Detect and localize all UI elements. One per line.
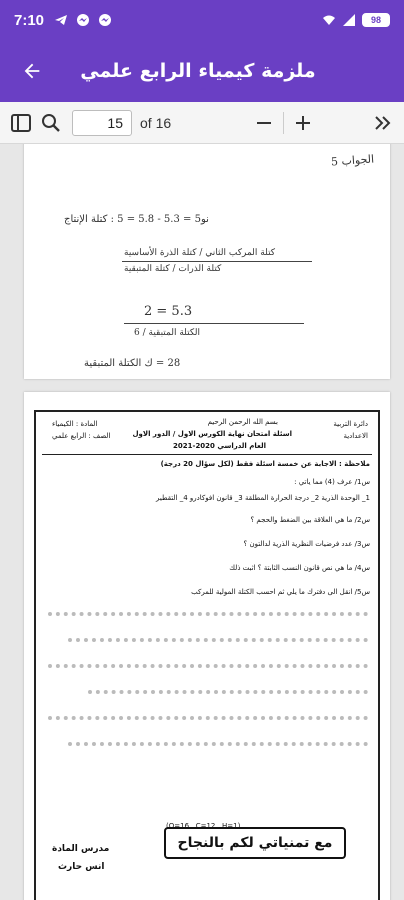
zoom-out-icon <box>255 114 273 132</box>
text-filler <box>48 716 368 720</box>
status-time: 7:10 <box>14 11 45 29</box>
exam-header-right: الاعدادية <box>343 432 368 440</box>
search-icon <box>41 113 61 133</box>
battery-icon: 98 <box>362 13 390 27</box>
app-bar <box>0 40 404 102</box>
atomic-masses: (O=16 , C=12 , H=1) <box>166 822 241 830</box>
expand-icon <box>373 114 393 132</box>
handwritten-line: كتلة الذرات / كتلة المتبقية <box>124 264 222 274</box>
zoom-in-icon <box>294 114 312 132</box>
exam-question: س1/ عرف (4) مما ياتي : <box>294 478 370 486</box>
sidebar-icon <box>11 114 31 132</box>
exam-question: س4/ ما هي نص قانون النسب الثابتة ؟ اثبت ذلك <box>229 564 370 572</box>
exam-header-center: بسم الله الرحمن الرحيم <box>207 418 278 426</box>
text-filler <box>68 638 368 642</box>
exam-question-items: 1_ الوحدة الذرية 2_ درجة الحرارة المطلقة 3_ قانون افوكادرو 4_ التقطير <box>156 494 370 502</box>
signal-icon <box>342 13 356 27</box>
text-filler <box>68 742 368 746</box>
arrow-back-icon <box>21 60 43 82</box>
search-button[interactable] <box>36 108 66 138</box>
exam-note: ملاحظة : الاجابة عن خمسة اسئلة فقط (لكل سؤال 20 درجة) <box>160 460 370 468</box>
exam-question: س5/ انقل الى دفترك ما يلي ثم احسب الكتلة المولية للمركب <box>191 588 370 596</box>
system-icons <box>322 13 390 27</box>
teacher-name: انس حارث <box>58 862 105 872</box>
status-bar <box>0 0 404 40</box>
pdf-page-current <box>24 392 390 900</box>
page-count: of 16 <box>140 114 172 131</box>
handwritten-line: 28 = ك الكتلة المتبقية <box>84 358 181 369</box>
wifi-icon <box>322 13 336 27</box>
sidebar-toggle-button[interactable] <box>6 108 36 138</box>
text-filler <box>48 664 368 668</box>
text-filler <box>88 690 368 694</box>
toolbar-divider <box>283 112 284 134</box>
zoom-in-button[interactable] <box>288 108 318 138</box>
exam-question: س2/ ما هي العلاقة بين الضغط والحجم ؟ <box>250 516 370 524</box>
exam-header-right: دائرة التربية <box>333 420 368 428</box>
handwritten-line: الجواب 5 <box>330 152 375 169</box>
messenger-icon <box>76 13 90 27</box>
divider <box>42 454 372 455</box>
handwritten-line: الكتلة المتبقية / 6 <box>134 328 201 338</box>
telegram-icon <box>54 13 68 27</box>
messenger-icon <box>98 13 112 27</box>
good-luck-stamp: مع تمنياتي لكم بالنجاح <box>164 827 346 859</box>
fraction-line <box>124 323 304 324</box>
back-button[interactable] <box>16 55 48 87</box>
text-filler <box>48 612 368 616</box>
exam-question: س3/ عدد فرضيات النظرية الذرية لدالتون ؟ <box>243 540 370 548</box>
exam-header-left: المادة : الكيمياء <box>52 420 98 428</box>
teacher-label: مدرس المادة <box>52 844 110 854</box>
notification-icons <box>54 13 112 27</box>
page-number-input[interactable] <box>72 110 132 136</box>
app-title: ملزمة كيمياء الرابع علمي <box>80 60 316 82</box>
exam-header-center: العام الدراسي 2020-2021 <box>173 442 266 450</box>
exam-header-center: اسئلة امتحان نهاية الكورس الاول / الدور الاول <box>132 430 292 438</box>
pdf-toolbar <box>0 102 404 144</box>
document-viewer[interactable] <box>0 144 404 900</box>
fraction-line <box>122 261 312 262</box>
handwritten-line: 2 = 5.3 <box>144 304 193 319</box>
handwritten-line: كتلة المركب الثاني / كتلة الذرة الأساسية <box>124 248 276 258</box>
handwritten-line: نو5 = 5.3 - 5.8 = 5 : كتلة الإنتاج <box>64 214 209 225</box>
more-tools-button[interactable] <box>368 108 398 138</box>
pdf-page-previous <box>24 144 390 379</box>
exam-header-left: الصف : الرابع علمي <box>52 432 111 440</box>
zoom-out-button[interactable] <box>249 108 279 138</box>
